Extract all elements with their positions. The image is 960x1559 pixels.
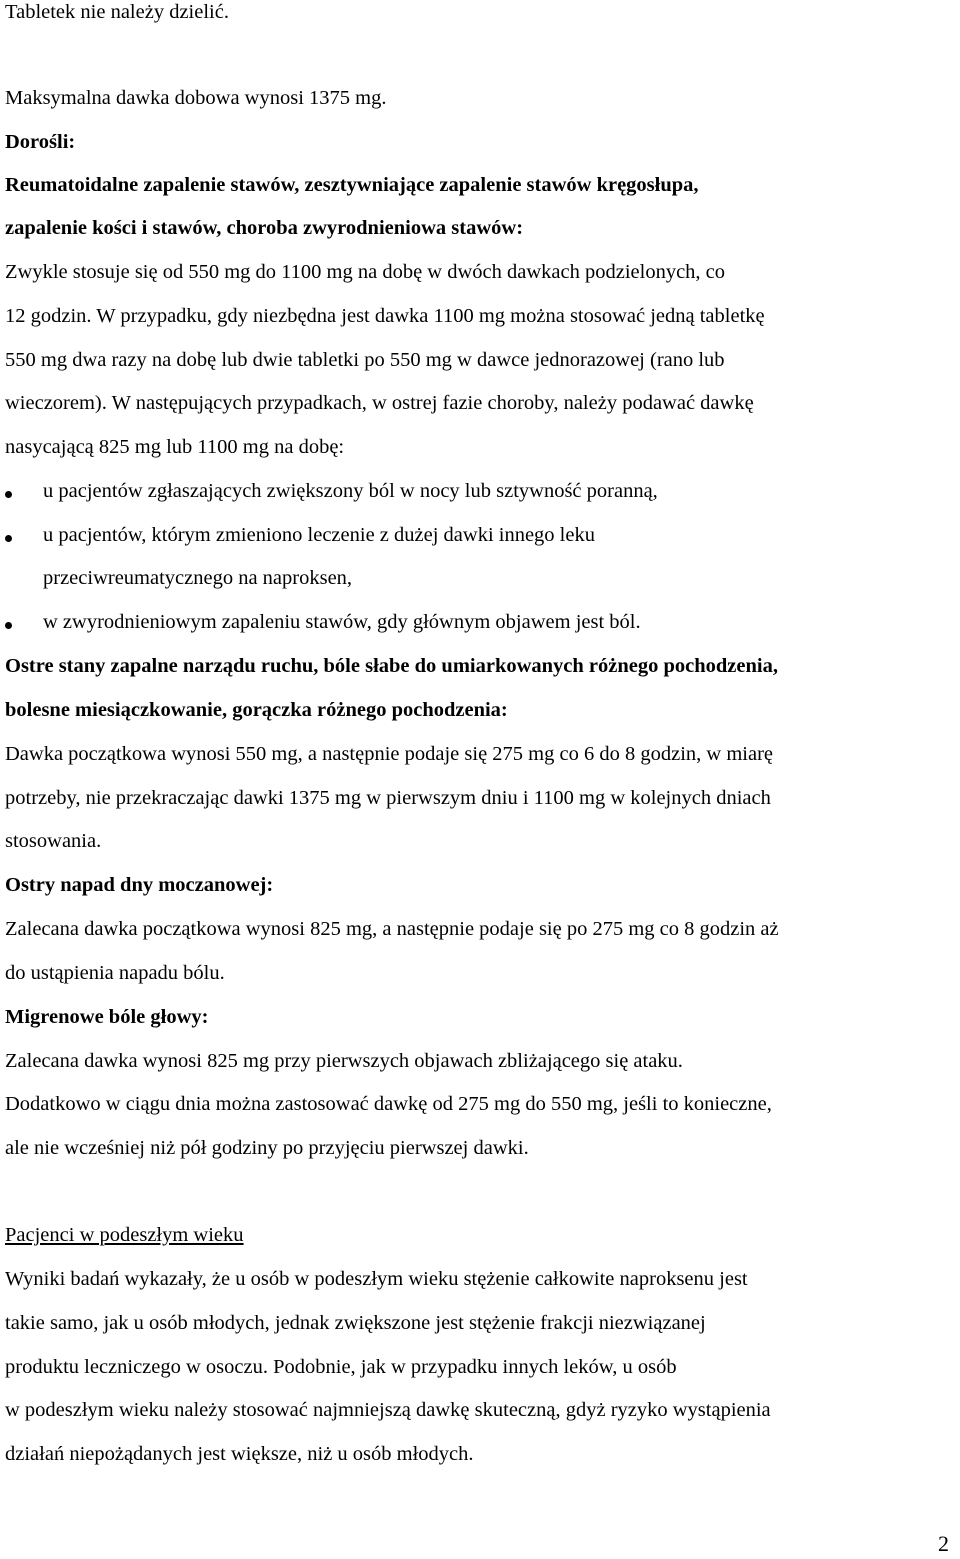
text-line: Zalecana dawka wynosi 825 mg przy pierwszych objawach zbliżającego się ataku. (5, 1050, 683, 1072)
text-line: Dawka początkowa wynosi 550 mg, a następnie podaje się 275 mg co 6 do 8 godzin, w miarę (5, 743, 773, 765)
text-line: stosowania. (5, 830, 102, 852)
text-line: Wyniki badań wykazały, że u osób w podeszłym wieku stężenie całkowite naproksenu jest (5, 1268, 748, 1290)
section-heading-elderly: Pacjenci w podeszłym wieku (5, 1224, 244, 1246)
bullet-icon (5, 622, 12, 629)
section-heading-adults: Dorośli: (5, 131, 76, 153)
text-line: do ustąpienia napadu bólu. (5, 962, 225, 984)
text-line: Maksymalna dawka dobowa wynosi 1375 mg. (5, 87, 387, 109)
text-line: potrzeby, nie przekraczając dawki 1375 mg w pierwszym dniu i 1100 mg w kolejnych dniach (5, 787, 771, 809)
section-heading: zapalenie kości i stawów, choroba zwyrodnieniowa stawów: (5, 217, 524, 239)
bullet-icon (5, 535, 12, 542)
text-line: produktu leczniczego w osoczu. Podobnie, jak w przypadku innych leków, u osób (5, 1356, 677, 1378)
section-heading: Ostre stany zapalne narządu ruchu, bóle słabe do umiarkowanych różnego pochodzenia, (5, 655, 778, 677)
list-item: u pacjentów, którym zmieniono leczenie z dużej dawki innego leku (43, 524, 595, 546)
text-line: 12 godzin. W przypadku, gdy niezbędna jest dawka 1100 mg można stosować jedną tabletkę (5, 305, 765, 327)
text-line: takie samo, jak u osób młodych, jednak zwiększone jest stężenie frakcji niezwiązanej (5, 1312, 706, 1334)
list-item: w zwyrodnieniowym zapaleniu stawów, gdy głównym objawem jest ból. (43, 611, 641, 633)
text-line: 550 mg dwa razy na dobę lub dwie tabletki po 550 mg w dawce jednorazowej (rano lub (5, 349, 725, 371)
text-line: wieczorem). W następujących przypadkach, w ostrej fazie choroby, należy podawać dawkę (5, 392, 754, 414)
text-line: nasycającą 825 mg lub 1100 mg na dobę: (5, 436, 345, 458)
text-line: Zwykle stosuje się od 550 mg do 1100 mg na dobę w dwóch dawkach podzielonych, co (5, 261, 726, 283)
text-line: Zalecana dawka początkowa wynosi 825 mg, a następnie podaje się po 275 mg co 8 godzin aż (5, 918, 779, 940)
list-item: u pacjentów zgłaszających zwiększony ból w nocy lub sztywność poranną, (43, 480, 658, 502)
text-line: ale nie wcześniej niż pół godziny po przyjęciu pierwszej dawki. (5, 1137, 529, 1159)
text-line: Tabletek nie należy dzielić. (5, 1, 229, 23)
text-line: w podeszłym wieku należy stosować najmniejszą dawkę skuteczną, gdyż ryzyko wystąpienia (5, 1399, 771, 1421)
section-heading: Migrenowe bóle głowy: (5, 1006, 209, 1028)
text-line: działań niepożądanych jest większe, niż u osób młodych. (5, 1443, 474, 1465)
section-heading: bolesne miesiączkowanie, gorączka różnego pochodzenia: (5, 699, 508, 721)
list-item-continuation: przeciwreumatycznego na naproksen, (43, 567, 353, 589)
section-heading: Reumatoidalne zapalenie stawów, zesztywniające zapalenie stawów kręgosłupa, (5, 174, 699, 196)
page-number: 2 (938, 1531, 949, 1556)
bullet-icon (5, 491, 12, 498)
text-line: Dodatkowo w ciągu dnia można zastosować dawkę od 275 mg do 550 mg, jeśli to konieczne, (5, 1093, 772, 1115)
section-heading: Ostry napad dny moczanowej: (5, 874, 274, 896)
